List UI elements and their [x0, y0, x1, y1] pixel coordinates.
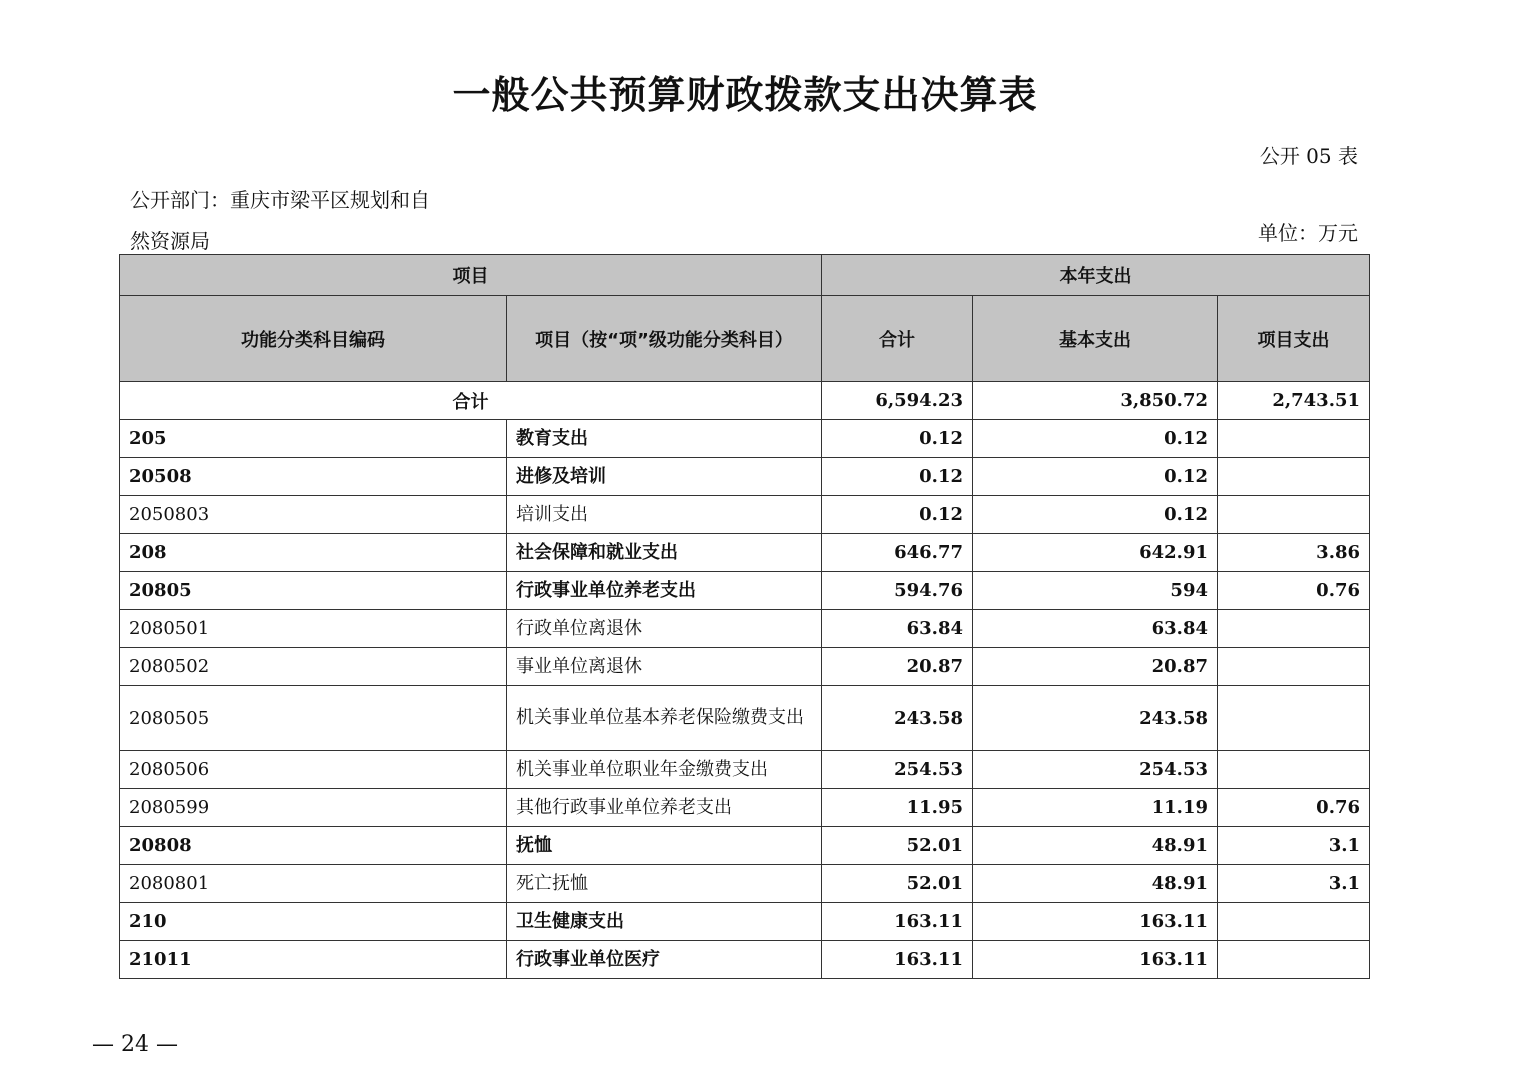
total-project: 2,743.51: [1218, 382, 1370, 420]
header-item: 项目（按“项”级功能分类科目）: [507, 296, 822, 382]
table-row: [120, 496, 1370, 534]
unit-label: 单位：万元: [1258, 221, 1358, 245]
row-project: [1218, 458, 1370, 496]
header-total: 合计: [822, 296, 973, 382]
row-total: 20.87: [822, 648, 973, 686]
row-basic: 254.53: [973, 751, 1218, 789]
row-name: 机关事业单位职业年金缴费支出: [507, 751, 822, 789]
row-name: 事业单位离退休: [507, 648, 822, 686]
table-row: [120, 572, 1370, 610]
table-row: [120, 827, 1370, 865]
row-code: 20808: [120, 827, 507, 865]
row-name: 机关事业单位基本养老保险缴费支出: [507, 686, 822, 751]
header-code: 功能分类科目编码: [120, 296, 507, 382]
row-name: 进修及培训: [507, 458, 822, 496]
row-total: 63.84: [822, 610, 973, 648]
row-basic: 243.58: [973, 686, 1218, 751]
table-row: [120, 648, 1370, 686]
page-title: 一般公共预算财政拨款支出决算表: [452, 72, 1038, 117]
total-basic: 3,850.72: [973, 382, 1218, 420]
total-row: [120, 382, 1370, 420]
table-row: [120, 420, 1370, 458]
header-project-expenditure: 项目支出: [1218, 296, 1370, 382]
row-total: 52.01: [822, 827, 973, 865]
table-row: [120, 903, 1370, 941]
row-name: 行政单位离退休: [507, 610, 822, 648]
row-name: 行政事业单位医疗: [507, 941, 822, 979]
row-basic: 48.91: [973, 827, 1218, 865]
row-basic: 48.91: [973, 865, 1218, 903]
table-row: [120, 941, 1370, 979]
row-project: [1218, 751, 1370, 789]
table-row: [120, 751, 1370, 789]
table-number: 公开 05 表: [1259, 144, 1358, 168]
row-total: 594.76: [822, 572, 973, 610]
row-project: [1218, 686, 1370, 751]
row-project: [1218, 903, 1370, 941]
department-line-1: 公开部门：重庆市梁平区规划和自: [130, 188, 430, 212]
row-total: 0.12: [822, 496, 973, 534]
row-total: 163.11: [822, 903, 973, 941]
row-total: 243.58: [822, 686, 973, 751]
total-sum: 6,594.23: [822, 382, 973, 420]
row-total: 0.12: [822, 420, 973, 458]
row-code: 2080502: [120, 648, 507, 686]
row-basic: 0.12: [973, 496, 1218, 534]
row-code: 210: [120, 903, 507, 941]
row-project: 3.86: [1218, 534, 1370, 572]
row-project: 0.76: [1218, 789, 1370, 827]
row-code: 2080801: [120, 865, 507, 903]
table-row: [120, 686, 1370, 751]
row-name: 行政事业单位养老支出: [507, 572, 822, 610]
table-row: [120, 534, 1370, 572]
row-total: 11.95: [822, 789, 973, 827]
page-number: — 24 —: [92, 1032, 178, 1057]
total-label: 合计: [120, 382, 822, 420]
table-row: [120, 789, 1370, 827]
header-project: 项目: [120, 255, 822, 296]
row-name: 社会保障和就业支出: [507, 534, 822, 572]
row-total: 254.53: [822, 751, 973, 789]
table-row: [120, 610, 1370, 648]
table-row: [120, 458, 1370, 496]
row-basic: 0.12: [973, 420, 1218, 458]
row-code: 20508: [120, 458, 507, 496]
row-project: [1218, 420, 1370, 458]
row-project: 3.1: [1218, 865, 1370, 903]
row-basic: 163.11: [973, 941, 1218, 979]
row-name: 抚恤: [507, 827, 822, 865]
row-name: 教育支出: [507, 420, 822, 458]
row-total: 52.01: [822, 865, 973, 903]
row-name: 其他行政事业单位养老支出: [507, 789, 822, 827]
row-project: [1218, 610, 1370, 648]
row-basic: 20.87: [973, 648, 1218, 686]
row-project: [1218, 941, 1370, 979]
header-current-year: 本年支出: [822, 255, 1370, 296]
row-basic: 594: [973, 572, 1218, 610]
department-line-2: 然资源局: [130, 229, 210, 253]
row-project: [1218, 496, 1370, 534]
header-row-1: [120, 255, 1370, 296]
row-basic: 11.19: [973, 789, 1218, 827]
row-total: 163.11: [822, 941, 973, 979]
row-code: 20805: [120, 572, 507, 610]
row-project: [1218, 648, 1370, 686]
header-basic: 基本支出: [973, 296, 1218, 382]
row-code: 21011: [120, 941, 507, 979]
row-name: 培训支出: [507, 496, 822, 534]
row-project: 3.1: [1218, 827, 1370, 865]
row-project: 0.76: [1218, 572, 1370, 610]
row-code: 2080506: [120, 751, 507, 789]
row-code: 205: [120, 420, 507, 458]
department-label: [130, 180, 430, 262]
row-basic: 0.12: [973, 458, 1218, 496]
header-row-2: [120, 296, 1370, 382]
row-name: 卫生健康支出: [507, 903, 822, 941]
row-code: 2080599: [120, 789, 507, 827]
row-basic: 642.91: [973, 534, 1218, 572]
row-total: 0.12: [822, 458, 973, 496]
table-row: [120, 865, 1370, 903]
row-code: 208: [120, 534, 507, 572]
row-code: 2050803: [120, 496, 507, 534]
row-code: 2080505: [120, 686, 507, 751]
row-code: 2080501: [120, 610, 507, 648]
budget-table: [119, 254, 1370, 979]
row-name: 死亡抚恤: [507, 865, 822, 903]
row-basic: 163.11: [973, 903, 1218, 941]
row-total: 646.77: [822, 534, 973, 572]
row-basic: 63.84: [973, 610, 1218, 648]
